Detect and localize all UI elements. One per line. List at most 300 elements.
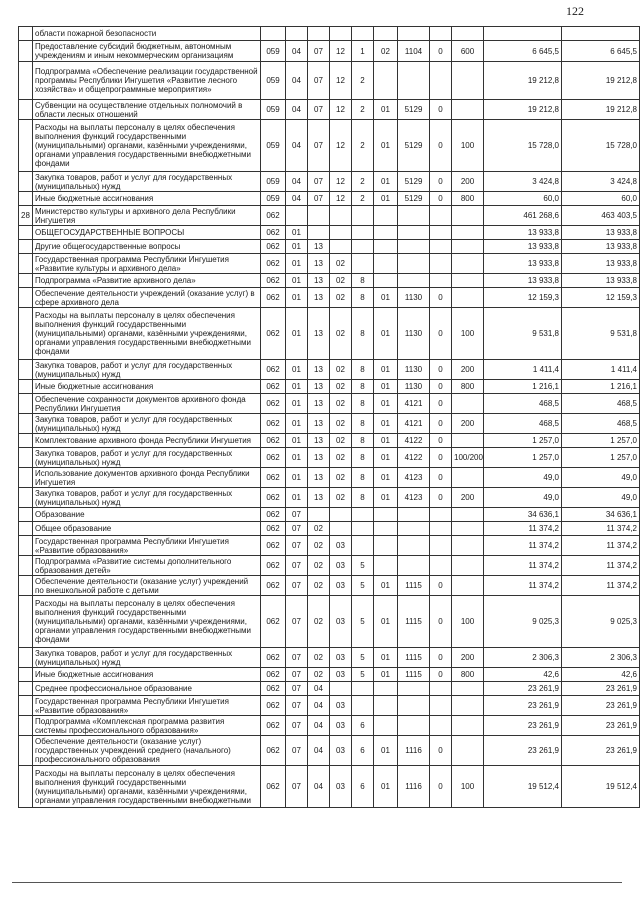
code-event: 01	[374, 576, 398, 596]
table-row	[19, 736, 640, 766]
code-expense-type: 100/200	[452, 448, 484, 468]
table-row	[19, 206, 640, 226]
code-event: 01	[374, 380, 398, 394]
code-zero: 0	[430, 192, 452, 206]
table-row	[19, 556, 640, 576]
amount-year-2: 34 636,1	[562, 508, 640, 522]
code-subprogram: 2	[352, 62, 374, 100]
code-subsection: 13	[308, 488, 330, 508]
row-number	[19, 682, 33, 696]
amount-year-2: 49,0	[562, 488, 640, 508]
code-program: 03	[330, 556, 352, 576]
code-ministry: 062	[261, 522, 286, 536]
code-subprogram: 8	[352, 288, 374, 308]
row-name: Государственная программа Республики Ингушетия «Развитие образования»	[33, 536, 261, 556]
code-event	[374, 254, 398, 274]
amount-year-1: 11 374,2	[484, 536, 562, 556]
row-number	[19, 254, 33, 274]
row-name: Среднее профессиональное образование	[33, 682, 261, 696]
code-zero	[430, 254, 452, 274]
table-row	[19, 192, 640, 206]
amount-year-2: 1 257,0	[562, 434, 640, 448]
code-event: 01	[374, 434, 398, 448]
code-subsection: 13	[308, 254, 330, 274]
code-direction: 4121	[398, 394, 430, 414]
code-direction	[398, 536, 430, 556]
row-name: Закупка товаров, работ и услуг для государственных (муниципальных) нужд	[33, 648, 261, 668]
code-subprogram	[352, 254, 374, 274]
code-program: 12	[330, 192, 352, 206]
code-program: 02	[330, 488, 352, 508]
row-number	[19, 288, 33, 308]
row-name: Предоставление субсидий бюджетным, автономным учреждениям и иным некоммерческим организациям	[33, 41, 261, 62]
code-subprogram: 8	[352, 308, 374, 360]
code-direction	[398, 682, 430, 696]
code-event: 01	[374, 414, 398, 434]
code-section: 01	[286, 380, 308, 394]
code-direction	[398, 274, 430, 288]
amount-year-1: 34 636,1	[484, 508, 562, 522]
code-ministry: 062	[261, 240, 286, 254]
code-zero	[430, 27, 452, 41]
row-number	[19, 274, 33, 288]
code-section: 01	[286, 226, 308, 240]
row-number	[19, 508, 33, 522]
code-program: 02	[330, 274, 352, 288]
table-row	[19, 488, 640, 508]
code-section: 01	[286, 240, 308, 254]
code-program: 02	[330, 254, 352, 274]
code-program	[330, 240, 352, 254]
code-zero: 0	[430, 288, 452, 308]
code-ministry: 062	[261, 226, 286, 240]
code-expense-type	[452, 100, 484, 120]
code-subsection	[308, 27, 330, 41]
code-section: 07	[286, 716, 308, 736]
code-zero: 0	[430, 394, 452, 414]
code-subsection: 02	[308, 648, 330, 668]
table-row	[19, 448, 640, 468]
code-subsection: 07	[308, 62, 330, 100]
table-row	[19, 380, 640, 394]
code-section	[286, 206, 308, 226]
code-subsection: 07	[308, 172, 330, 192]
code-section: 01	[286, 414, 308, 434]
code-subsection: 02	[308, 596, 330, 648]
amount-year-2: 19 212,8	[562, 100, 640, 120]
row-name: Расходы на выплаты персоналу в целях обеспечения выполнения функций государственными (муниципальными) органами, казёнными учреждениями, органами управления государственными внебюджетными фондами	[33, 120, 261, 172]
amount-year-2: 468,5	[562, 394, 640, 414]
table-row	[19, 254, 640, 274]
amount-year-1: 9 531,8	[484, 308, 562, 360]
code-event: 02	[374, 41, 398, 62]
code-expense-type	[452, 522, 484, 536]
amount-year-1: 468,5	[484, 414, 562, 434]
code-subsection: 02	[308, 556, 330, 576]
table-row	[19, 668, 640, 682]
table-row	[19, 120, 640, 172]
code-zero: 0	[430, 414, 452, 434]
code-ministry: 062	[261, 488, 286, 508]
code-ministry: 062	[261, 434, 286, 448]
amount-year-1: 1 257,0	[484, 434, 562, 448]
code-subprogram: 6	[352, 716, 374, 736]
code-section: 07	[286, 648, 308, 668]
table-row	[19, 274, 640, 288]
code-direction: 1130	[398, 308, 430, 360]
row-name: Закупка товаров, работ и услуг для государственных (муниципальных) нужд	[33, 414, 261, 434]
code-subsection: 04	[308, 682, 330, 696]
table-row	[19, 522, 640, 536]
code-program: 02	[330, 414, 352, 434]
code-direction	[398, 27, 430, 41]
code-event: 01	[374, 308, 398, 360]
row-number	[19, 100, 33, 120]
row-name: Закупка товаров, работ и услуг для государственных (муниципальных) нужд	[33, 488, 261, 508]
amount-year-2: 13 933,8	[562, 274, 640, 288]
row-number	[19, 226, 33, 240]
table-row	[19, 682, 640, 696]
amount-year-1: 11 374,2	[484, 556, 562, 576]
code-expense-type	[452, 536, 484, 556]
amount-year-2: 1 216,1	[562, 380, 640, 394]
code-event	[374, 536, 398, 556]
code-ministry: 062	[261, 308, 286, 360]
code-section: 01	[286, 434, 308, 448]
code-direction: 1130	[398, 288, 430, 308]
row-name: Обеспечение деятельности (оказание услуг) учреждений по внешкольной работе с детьми	[33, 576, 261, 596]
code-subprogram: 5	[352, 648, 374, 668]
code-program: 02	[330, 468, 352, 488]
code-direction: 1116	[398, 766, 430, 808]
row-name: ОБЩЕГОСУДАРСТВЕННЫЕ ВОПРОСЫ	[33, 226, 261, 240]
amount-year-2: 11 374,2	[562, 522, 640, 536]
code-zero: 0	[430, 488, 452, 508]
amount-year-2: 6 645,5	[562, 41, 640, 62]
code-zero: 0	[430, 100, 452, 120]
code-direction: 4123	[398, 488, 430, 508]
code-program	[330, 27, 352, 41]
code-section: 07	[286, 596, 308, 648]
amount-year-2: 9 025,3	[562, 596, 640, 648]
row-number	[19, 27, 33, 41]
amount-year-1: 1 216,1	[484, 380, 562, 394]
code-ministry: 059	[261, 172, 286, 192]
code-subsection: 07	[308, 41, 330, 62]
code-subsection: 13	[308, 468, 330, 488]
amount-year-1: 9 025,3	[484, 596, 562, 648]
code-ministry: 062	[261, 536, 286, 556]
code-program: 02	[330, 380, 352, 394]
amount-year-1: 1 411,4	[484, 360, 562, 380]
row-number	[19, 448, 33, 468]
code-expense-type: 100	[452, 308, 484, 360]
code-event: 01	[374, 648, 398, 668]
code-section: 07	[286, 736, 308, 766]
code-subsection: 13	[308, 360, 330, 380]
amount-year-2: 2 306,3	[562, 648, 640, 668]
code-expense-type	[452, 434, 484, 448]
row-name: Подпрограмма «Развитие системы дополнительного образования детей»	[33, 556, 261, 576]
code-expense-type	[452, 240, 484, 254]
code-subsection: 02	[308, 522, 330, 536]
code-subprogram	[352, 682, 374, 696]
code-ministry: 062	[261, 596, 286, 648]
amount-year-1: 23 261,9	[484, 716, 562, 736]
code-direction	[398, 556, 430, 576]
code-direction	[398, 254, 430, 274]
code-expense-type: 200	[452, 360, 484, 380]
code-program: 03	[330, 596, 352, 648]
amount-year-2: 11 374,2	[562, 556, 640, 576]
code-expense-type: 800	[452, 192, 484, 206]
code-program: 03	[330, 576, 352, 596]
amount-year-2: 19 512,4	[562, 766, 640, 808]
code-subprogram	[352, 226, 374, 240]
code-direction	[398, 716, 430, 736]
row-name: Министерство культуры и архивного дела Республики Ингушетия	[33, 206, 261, 226]
code-ministry: 062	[261, 696, 286, 716]
code-expense-type	[452, 254, 484, 274]
row-name: Закупка товаров, работ и услуг для государственных (муниципальных) нужд	[33, 360, 261, 380]
code-subprogram	[352, 696, 374, 716]
code-subprogram	[352, 206, 374, 226]
code-zero	[430, 206, 452, 226]
code-event: 01	[374, 394, 398, 414]
code-expense-type	[452, 62, 484, 100]
code-program: 12	[330, 172, 352, 192]
code-section: 01	[286, 468, 308, 488]
table-row	[19, 576, 640, 596]
code-subsection: 02	[308, 576, 330, 596]
amount-year-2: 11 374,2	[562, 536, 640, 556]
code-subsection: 04	[308, 736, 330, 766]
row-name: Расходы на выплаты персоналу в целях обеспечения выполнения функций государственными (муниципальными) органами, казёнными учреждениями, органами управления государственными внебюджетными	[33, 766, 261, 808]
amount-year-2: 9 531,8	[562, 308, 640, 360]
code-subprogram	[352, 240, 374, 254]
code-event: 01	[374, 668, 398, 682]
amount-year-1: 19 212,8	[484, 100, 562, 120]
code-event	[374, 62, 398, 100]
code-section: 01	[286, 254, 308, 274]
code-program: 03	[330, 696, 352, 716]
row-number	[19, 41, 33, 62]
code-section: 07	[286, 682, 308, 696]
code-subprogram: 8	[352, 394, 374, 414]
code-section: 07	[286, 766, 308, 808]
code-ministry: 062	[261, 414, 286, 434]
code-ministry: 062	[261, 682, 286, 696]
code-ministry: 059	[261, 41, 286, 62]
code-ministry: 062	[261, 448, 286, 468]
code-direction	[398, 508, 430, 522]
amount-year-2: 13 933,8	[562, 226, 640, 240]
code-event	[374, 226, 398, 240]
table-row	[19, 172, 640, 192]
row-number	[19, 434, 33, 448]
amount-year-1: 13 933,8	[484, 254, 562, 274]
code-ministry: 062	[261, 380, 286, 394]
row-number	[19, 522, 33, 536]
code-subprogram: 2	[352, 120, 374, 172]
code-event: 01	[374, 468, 398, 488]
table-row	[19, 648, 640, 668]
code-zero: 0	[430, 360, 452, 380]
row-number	[19, 394, 33, 414]
code-event	[374, 682, 398, 696]
table-row	[19, 434, 640, 448]
code-zero: 0	[430, 41, 452, 62]
code-zero: 0	[430, 648, 452, 668]
code-zero	[430, 556, 452, 576]
code-expense-type	[452, 394, 484, 414]
amount-year-1: 13 933,8	[484, 226, 562, 240]
code-zero	[430, 522, 452, 536]
row-number	[19, 488, 33, 508]
code-direction	[398, 696, 430, 716]
amount-year-1: 13 933,8	[484, 240, 562, 254]
row-number	[19, 360, 33, 380]
code-event: 01	[374, 288, 398, 308]
code-expense-type: 200	[452, 172, 484, 192]
code-program	[330, 682, 352, 696]
row-number	[19, 556, 33, 576]
code-subprogram: 8	[352, 468, 374, 488]
amount-year-1: 461 268,6	[484, 206, 562, 226]
code-section: 04	[286, 192, 308, 206]
code-subsection	[308, 226, 330, 240]
code-expense-type	[452, 206, 484, 226]
code-event: 01	[374, 360, 398, 380]
table-row	[19, 468, 640, 488]
code-direction: 1115	[398, 596, 430, 648]
table-row	[19, 394, 640, 414]
code-expense-type	[452, 508, 484, 522]
row-number	[19, 536, 33, 556]
code-direction: 5129	[398, 192, 430, 206]
amount-year-1: 3 424,8	[484, 172, 562, 192]
code-subsection: 04	[308, 696, 330, 716]
row-number	[19, 62, 33, 100]
code-direction: 4122	[398, 448, 430, 468]
row-name: Государственная программа Республики Ингушетия «Развитие культуры и архивного дела»	[33, 254, 261, 274]
code-program: 03	[330, 766, 352, 808]
code-expense-type	[452, 696, 484, 716]
code-section: 04	[286, 172, 308, 192]
code-subprogram: 2	[352, 100, 374, 120]
code-direction: 1115	[398, 668, 430, 682]
row-number	[19, 648, 33, 668]
code-subsection: 13	[308, 394, 330, 414]
code-expense-type: 200	[452, 648, 484, 668]
code-event	[374, 716, 398, 736]
code-subsection: 13	[308, 308, 330, 360]
code-expense-type: 200	[452, 414, 484, 434]
code-program	[330, 508, 352, 522]
amount-year-2: 49,0	[562, 468, 640, 488]
code-section: 04	[286, 120, 308, 172]
code-expense-type	[452, 274, 484, 288]
row-number	[19, 576, 33, 596]
code-ministry: 059	[261, 192, 286, 206]
code-zero	[430, 274, 452, 288]
code-ministry: 062	[261, 716, 286, 736]
code-event: 01	[374, 488, 398, 508]
row-name: Государственная программа Республики Ингушетия «Развитие образования»	[33, 696, 261, 716]
row-name: Иные бюджетные ассигнования	[33, 192, 261, 206]
code-direction: 5129	[398, 172, 430, 192]
code-subprogram: 2	[352, 172, 374, 192]
amount-year-2: 13 933,8	[562, 254, 640, 274]
code-section: 01	[286, 360, 308, 380]
row-name: Образование	[33, 508, 261, 522]
code-ministry: 062	[261, 668, 286, 682]
code-event	[374, 240, 398, 254]
code-direction: 4123	[398, 468, 430, 488]
code-ministry: 062	[261, 736, 286, 766]
code-subsection: 04	[308, 766, 330, 808]
amount-year-2: 3 424,8	[562, 172, 640, 192]
code-zero	[430, 682, 452, 696]
amount-year-1: 468,5	[484, 394, 562, 414]
code-ministry: 062	[261, 508, 286, 522]
code-expense-type	[452, 288, 484, 308]
code-event: 01	[374, 120, 398, 172]
code-section: 07	[286, 508, 308, 522]
table-row	[19, 288, 640, 308]
code-program: 12	[330, 62, 352, 100]
code-expense-type	[452, 682, 484, 696]
amount-year-1: 15 728,0	[484, 120, 562, 172]
code-direction	[398, 62, 430, 100]
code-ministry: 062	[261, 206, 286, 226]
code-zero: 0	[430, 172, 452, 192]
code-subprogram: 8	[352, 434, 374, 448]
row-name: Субвенции на осуществление отдельных полномочий в области лесных отношений	[33, 100, 261, 120]
code-subprogram: 2	[352, 192, 374, 206]
code-event: 01	[374, 192, 398, 206]
amount-year-1: 1 257,0	[484, 448, 562, 468]
code-subsection: 04	[308, 716, 330, 736]
table-row	[19, 716, 640, 736]
code-program: 03	[330, 648, 352, 668]
code-expense-type	[452, 716, 484, 736]
code-section: 01	[286, 308, 308, 360]
code-ministry: 062	[261, 766, 286, 808]
row-name: Обеспечение деятельности (оказание услуг) государственных учреждений среднего (начального) профессионального образования	[33, 736, 261, 766]
amount-year-2: 42,6	[562, 668, 640, 682]
amount-year-1: 11 374,2	[484, 576, 562, 596]
code-subprogram	[352, 536, 374, 556]
code-section: 01	[286, 488, 308, 508]
amount-year-1: 60,0	[484, 192, 562, 206]
code-event	[374, 508, 398, 522]
code-direction: 1115	[398, 576, 430, 596]
amount-year-1: 23 261,9	[484, 682, 562, 696]
amount-year-2: 23 261,9	[562, 696, 640, 716]
row-name: Иные бюджетные ассигнования	[33, 668, 261, 682]
code-expense-type	[452, 576, 484, 596]
code-direction: 1130	[398, 380, 430, 394]
code-zero: 0	[430, 380, 452, 394]
row-number	[19, 766, 33, 808]
row-name: Обеспечение сохранности документов архивного фонда Республики Ингушетия	[33, 394, 261, 414]
budget-table-body	[19, 27, 640, 808]
code-event: 01	[374, 766, 398, 808]
code-zero: 0	[430, 468, 452, 488]
code-program: 12	[330, 100, 352, 120]
code-subsection: 13	[308, 434, 330, 448]
